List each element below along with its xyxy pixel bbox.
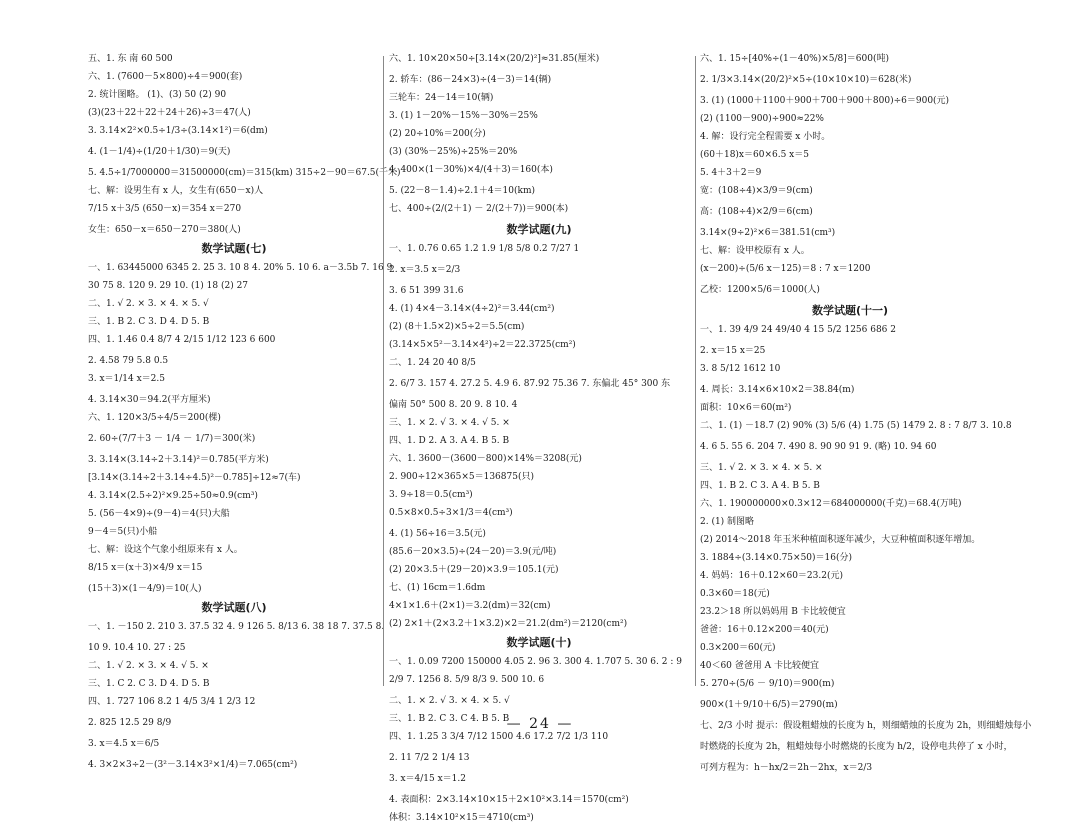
answer-line: (2) 2014～2018 年玉米种植面积逐年减少，大豆种植面积逐年增加。 (700, 535, 981, 545)
answer-line: 三、1. √ 2. × 3. × 4. × 5. × (700, 463, 823, 473)
answer-line: 七、(1) 16cm＝1.6dm (389, 583, 486, 593)
answer-line: 4×1×1.6＋(2×1)＝3.2(dm)＝32(cm) (389, 601, 551, 611)
column-divider (383, 56, 384, 686)
page-number: — 24 — (506, 716, 574, 732)
answer-line: 六、1. 10×20×50÷[3.14×(20/2)²]≈31.85(厘米) (389, 54, 600, 64)
answer-line: 4. 3×2×3÷2－(3²－3.14×3²×1/4)＝7.065(cm²) (88, 760, 298, 770)
answer-line: 5. 4＋3＋2＝9 (700, 168, 762, 178)
answer-line: (x－200)÷(5/6 x－125)＝8 : 7 x＝1200 (700, 264, 871, 274)
answer-line: 0.5×8×0.5÷3×1/3＝4(cm³) (389, 508, 513, 518)
answer-line: 一、1. 0.09 7200 150000 4.05 2. 96 3. 300 4. 1.707 5. 30 6. 2 : 9 (389, 657, 682, 667)
answer-line: 二、1. √ 2. × 3. × 4. × 5. √ (88, 299, 209, 309)
answer-line: 三、1. × 2. √ 3. × 4. √ 5. × (389, 418, 510, 428)
column-divider (695, 56, 696, 686)
middle-column (389, 52, 689, 823)
answer-line: 30 75 8. 120 9. 29 10. (1) 18 (2) 27 (88, 281, 249, 291)
answer-line: 2. x＝3.5 x＝2/3 (389, 265, 461, 275)
answer-line: 一、1. －150 2. 210 3. 37.5 32 4. 9 126 5. 8/13 6. 38 18 7. 37.5 8. (88, 622, 385, 632)
section-heading: 数学试题(七) (201, 242, 267, 255)
answer-line: (15＋3)×(1－4/9)＝10(人) (88, 584, 202, 594)
right-column (700, 52, 1032, 773)
answer-line: 3. 9÷18＝0.5(cm³) (389, 490, 473, 500)
answer-line: 七、2/3 小时 提示：假设粗蜡烛的长度为 h，则细蜡烛的长度为 2h，则细蜡烛每小 (700, 721, 1032, 731)
answer-line: 四、1. 1.25 3 3/4 7/12 1500 4.6 17.2 7/2 1/3 110 (389, 732, 609, 742)
answer-line: 5. (56－4×9)÷(9－4)＝4(只)大船 (88, 509, 230, 519)
answer-line: 体积：3.14×10²×15＝4710(cm³) (389, 813, 534, 823)
answer-line: 3. 8 5/12 1612 10 (700, 364, 781, 374)
answer-line: 宽：(108÷4)×3/9＝9(cm) (700, 186, 813, 196)
answer-line: 4. 3.14×30＝94.2(平方厘米) (88, 395, 211, 405)
answer-line: 四、1. 727 106 8.2 1 4/5 3/4 1 2/3 12 (88, 697, 256, 707)
answer-line: 2. 900÷12×365×5＝136875(只) (389, 472, 534, 482)
answer-line: 二、1. (1) －18.7 (2) 90% (3) 5/6 (4) 1.75 (5) 1479 2. 8 : 7 8/7 3. 10.8 (700, 421, 1012, 431)
answer-line: 偏南 50° 500 8. 20 9. 8 10. 4 (389, 400, 518, 410)
answer-line: 10 9. 10.4 10. 27 : 25 (88, 643, 186, 653)
answer-line: 高：(108÷4)×2/9＝6(cm) (700, 207, 813, 217)
left-column (88, 52, 401, 770)
answer-line: 3. (1) (1000＋1100＋900＋700＋900＋800)÷6＝900(元) (700, 96, 950, 106)
answer-line: 4. (1－1/4)÷(1/20＋1/30)＝9(天) (88, 147, 231, 157)
answer-line: 3.14×(9÷2)²×6＝381.51(cm³) (700, 228, 836, 238)
answer-line: 8/15 x＝(x＋3)×4/9 x＝15 (88, 563, 203, 573)
answer-line: (2) 20×3.5＋(29－20)×3.9＝105.1(元) (389, 565, 559, 575)
answer-line: 时燃烧的长度为 2h，粗蜡烛每小时燃烧的长度为 h/2，设停电共停了 x 小时， (700, 742, 1013, 752)
answer-line: 六、1. 3600－(3600－800)×14%＝3208(元) (389, 454, 582, 464)
answer-line: 一、1. 0.76 0.65 1.2 1.9 1/8 5/8 0.2 7/27 1 (389, 244, 580, 254)
answer-line: 乙校：1200×5/6＝1000(人) (700, 285, 820, 295)
answer-line: 4. (1) 4×4－3.14×(4÷2)²＝3.44(cm²) (389, 304, 555, 314)
answer-line: 4. 3.14×(2.5÷2)²×9.25÷50≈0.9(cm³) (88, 491, 258, 501)
answer-line: 3. 3.14×(3.14÷2＋3.14)²＝0.785(平方米) (88, 455, 269, 465)
answer-line: 爸爸：16＋0.12×200＝40(元) (700, 625, 829, 635)
answer-line: 3. x＝4/15 x＝1.2 (389, 774, 466, 784)
answer-line: 23.2＞18 所以妈妈用 B 卡比较便宜 (700, 607, 846, 617)
answer-line: 六、1. 120×3/5÷4/5＝200(棵) (88, 413, 221, 423)
answer-line: 2. 6/7 3. 157 4. 27.2 5. 4.9 6. 87.92 75.36 7. 东偏北 45° 300 东 (389, 379, 671, 389)
answer-line: (85.6－20×3.5)÷(24－20)＝3.9(元/吨) (389, 547, 557, 557)
answer-line: 一、1. 63445000 6345 2. 25 3. 10 8 4. 20% 5. 10 6. a－3.5b 7. 16 9 (88, 263, 393, 273)
answer-line: 七、解：设男生有 x 人，女生有(650－x)人 (88, 186, 264, 196)
answer-line: 四、1. 1.46 0.4 8/7 4 2/15 1/12 123 6 600 (88, 335, 276, 345)
section-heading: 数学试题(九) (506, 223, 572, 236)
answer-line: (3) (30%－25%)÷25%＝20% (389, 147, 518, 157)
answer-line: 三、1. B 2. C 3. D 4. D 5. B (88, 317, 210, 327)
answer-line: 2. 轿车：(86－24×3)÷(4－3)＝14(辆) (389, 75, 552, 85)
answer-line: 女生：650－x＝650－270＝380(人) (88, 225, 241, 235)
answer-line: 5. 270÷(5/6 － 9/10)＝900(m) (700, 679, 835, 689)
answer-line: 3. 6 51 399 31.6 (389, 286, 464, 296)
answer-line: 0.3×60＝18(元) (700, 589, 770, 599)
answer-line: 面积：10×6＝60(m²) (700, 403, 792, 413)
answer-line: [3.14×(3.14÷2＋3.14÷4.5)²－0.785]÷12≈7(车) (88, 473, 301, 483)
answer-line: 5. 4.5÷1/7000000＝31500000(cm)＝315(km) 315÷2－90＝67.5(千米) (88, 168, 401, 178)
answer-line: 一、1. 39 4/9 24 49/40 4 15 5/2 1256 686 2 (700, 325, 896, 335)
answer-line: 可列方程为：h－hx/2＝2h－2hx，x＝2/3 (700, 763, 873, 773)
answer-line: 3. x＝1/14 x＝2.5 (88, 374, 165, 384)
answer-line: 3. (1) 1－20%－15%－30%＝25% (389, 111, 538, 121)
answer-line: 2. 1/3×3.14×(20/2)²×5÷(10×10×10)＝628(米) (700, 75, 912, 85)
answer-line: 2. 60÷(7/7＋3 － 1/4 － 1/7)＝300(米) (88, 434, 256, 444)
answer-line: 5. (22－8－1.4)÷2.1＋4＝10(km) (389, 186, 536, 196)
answer-line: 9－4＝5(只)小船 (88, 527, 158, 537)
answer-line: 7/15 x＋3/5 (650－x)＝354 x＝270 (88, 204, 242, 214)
answer-line: 4. 周长：3.14×6×10×2＝38.84(m) (700, 385, 855, 395)
answer-line: 4. 表面积：2×3.14×10×15＋2×10²×3.14＝1570(cm²) (389, 795, 629, 805)
answer-line: (2) 20÷10%＝200(分) (389, 129, 486, 139)
answer-line: 3. 1884÷(3.14×0.75×50)＝16(分) (700, 553, 853, 563)
answer-line: 3. 3.14×2²×0.5÷1/3÷(3.14×1²)＝6(dm) (88, 126, 268, 136)
answer-line: 七、400÷(2/(2＋1) － 2/(2＋7))＝900(本) (389, 204, 569, 214)
answer-line: (2) 2×1＋(2×3.2＋1×3.2)×2＝21.2(dm²)＝2120(cm²) (389, 619, 628, 629)
answer-line: 4. 400×(1－30%)×4/(4＋3)＝160(本) (389, 165, 553, 175)
answer-line: 七、解：设这个气象小组原来有 x 人。 (88, 545, 243, 555)
answer-line: 3. x＝4.5 x＝6/5 (88, 739, 160, 749)
answer-line: 四、1. B 2. C 3. A 4. B 5. B (700, 481, 820, 491)
answer-line: 三、1. C 2. C 3. D 4. D 5. B (88, 679, 210, 689)
answer-line: 2. 4.58 79 5.8 0.5 (88, 356, 169, 366)
answer-line: 0.3×200＝60(元) (700, 643, 776, 653)
answer-line: 四、1. D 2. A 3. A 4. B 5. B (389, 436, 510, 446)
answer-line: 二、1. 24 20 40 8/5 (389, 358, 476, 368)
answer-line: 2/9 7. 1256 8. 5/9 8/3 9. 500 10. 6 (389, 675, 545, 685)
answer-line: (3.14×5×5²－3.14×4²)÷2＝22.3725(cm²) (389, 340, 576, 350)
answer-line: 2. 825 12.5 29 8/9 (88, 718, 172, 728)
answer-line: 2. 11 7/2 2 1/4 13 (389, 753, 470, 763)
answer-line: 900×(1＋9/10＋6/5)＝2790(m) (700, 700, 838, 710)
answer-line: 2. (1) 制图略 (700, 517, 755, 527)
answer-line: 六、1. (7600－5×800)÷4＝900(套) (88, 72, 243, 82)
answer-line: 4. 妈妈：16＋0.12×60＝23.2(元) (700, 571, 843, 581)
section-heading: 数学试题(八) (201, 601, 267, 614)
answer-line: 4. (1) 56÷16＝3.5(元) (389, 529, 486, 539)
answer-line: (3)(23＋22＋22＋24＋26)÷3＝47(人) (88, 108, 251, 118)
section-heading: 数学试题(十) (506, 636, 572, 649)
section-heading: 数学试题(十一) (811, 304, 889, 317)
answer-line: (2) (8＋1.5×2)×5÷2＝5.5(cm) (389, 322, 525, 332)
answer-line: (2) (1100－900)÷900≈22% (700, 114, 824, 124)
answer-line: 六、1. 190000000×0.3×12＝684000000(千克)＝68.4(万吨) (700, 499, 962, 509)
answer-line: 2. 统计图略。 (1)、(3) 50 (2) 90 (88, 90, 227, 100)
answer-line: 二、1. × 2. √ 3. × 4. × 5. √ (389, 696, 510, 706)
answer-line: 三、1. B 2. C 3. C 4. B 5. B (389, 714, 510, 724)
answer-line: 2. x＝15 x＝25 (700, 346, 766, 356)
answer-line: 七、解：设甲校原有 x 人。 (700, 246, 810, 256)
answer-line: 二、1. √ 2. × 3. × 4. √ 5. × (88, 661, 209, 671)
answer-line: (60＋18)x＝60×6.5 x＝5 (700, 150, 809, 160)
answer-line: 五、1. 东 南 60 500 (88, 54, 173, 64)
answer-line: 40＜60 爸爸用 A 卡比较便宜 (700, 661, 819, 671)
answer-line: 4. 解：设行完全程需要 x 小时。 (700, 132, 831, 142)
answer-line: 六、1. 15÷[40%÷(1－40%)×5/8]＝600(吨) (700, 54, 889, 64)
answer-line: 三轮车：24－14＝10(辆) (389, 93, 494, 103)
answer-line: 4. 6 5. 55 6. 204 7. 490 8. 90 90 91 9. (略) 10. 94 60 (700, 442, 937, 452)
